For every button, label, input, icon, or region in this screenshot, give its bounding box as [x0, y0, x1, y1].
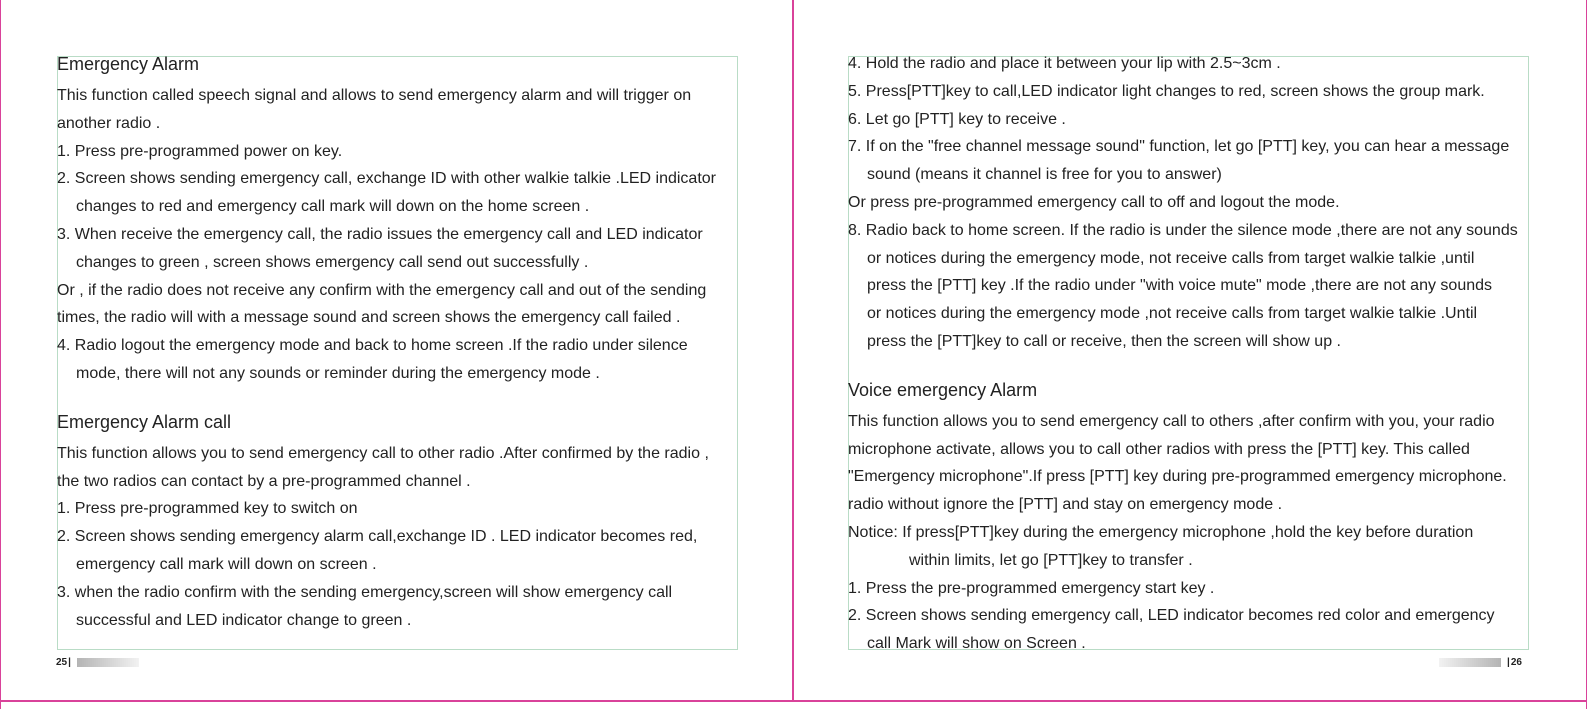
section-heading: Emergency Alarm: [57, 54, 200, 74]
text-line: This function allows you to send emergency call to other radio .After confirmed by the radio ,: [57, 444, 709, 462]
list-item: 1. Press pre-programmed key to switch on: [57, 500, 358, 518]
text-line: times, the radio will with a message sound and screen shows the emergency call failed .: [57, 309, 681, 327]
page-content: [57, 50, 716, 634]
list-item: 1. Press the pre-programmed emergency start key .: [848, 579, 1215, 597]
page-left: [0, 0, 790, 702]
text-line: Or press pre-programmed emergency call to off and logout the mode.: [848, 193, 1340, 211]
list-item: 6. Let go [PTT] key to receive .: [848, 110, 1066, 128]
list-item-continuation: changes to green , screen shows emergency call send out successfully .: [76, 253, 589, 271]
list-item: 2. Screen shows sending emergency call, LED indicator becomes red color and emergency: [848, 607, 1495, 625]
list-item: 8. Radio back to home screen. If the radio is under the silence mode ,there are not any sounds: [848, 221, 1518, 239]
footer-gradient-bar: [1439, 658, 1501, 667]
text-line: another radio .: [57, 114, 161, 132]
page-number: 26: [1510, 657, 1522, 668]
list-item: 1. Press pre-programmed power on key.: [57, 142, 343, 160]
page-right: [794, 0, 1584, 702]
list-item-continuation: changes to red and emergency call mark will down on the home screen .: [76, 198, 590, 216]
text-line: Or , if the radio does not receive any confirm with the emergency call and out of the sending: [57, 281, 707, 299]
list-item: 7. If on the "free channel message sound" function, let go [PTT] key, you can hear a message: [848, 138, 1510, 156]
list-item-continuation: press the [PTT]key to call or receive, then the screen will show up .: [867, 332, 1341, 350]
list-item-continuation: mode, there will not any sounds or reminder during the emergency mode .: [76, 364, 600, 382]
text-line: This function called speech signal and allows to send emergency alarm and will trigger on: [57, 87, 692, 104]
list-item: 2. Screen shows sending emergency call, exchange ID with other walkie talkie .LED indicator: [57, 170, 716, 188]
text-line: This function allows you to send emergency call to others ,after confirm with you, your radio: [848, 412, 1495, 430]
notice-continuation: within limits, let go [PTT]key to transfer .: [909, 551, 1193, 569]
list-item-continuation: press the [PTT] key .If the radio under "with voice mute" mode ,there are not any sounds: [867, 277, 1493, 295]
text-line: radio without ignore the [PTT] and stay on emergency mode .: [848, 496, 1283, 514]
list-item-continuation: or notices during the emergency mode ,not receive calls from target walkie talkie .Until: [867, 305, 1478, 323]
list-item-continuation: call Mark will show on Screen .: [867, 635, 1086, 653]
text-line: "Emergency microphone".If press [PTT] key during pre-programmed emergency microphone.: [848, 468, 1507, 486]
section-heading: Voice emergency Alarm: [848, 379, 1038, 400]
section-heading: Emergency Alarm call: [57, 411, 232, 432]
list-item: 5. Press[PTT]key to call,LED indicator light changes to red, screen shows the group mark.: [848, 82, 1485, 100]
footer-separator: |: [1507, 657, 1510, 668]
notice-line: Notice: If press[PTT]key during the emergency microphone ,hold the key before duration: [848, 523, 1474, 541]
list-item: 4. Radio logout the emergency mode and back to home screen .If the radio under silence: [57, 337, 688, 355]
page-content: [848, 50, 1518, 658]
text-line: the two radios can contact by a pre-programmed channel .: [57, 472, 471, 490]
page-footer: [1439, 657, 1522, 668]
page-number: 25: [56, 657, 68, 668]
list-item-continuation: emergency call mark will down on screen .: [76, 555, 377, 573]
list-item-continuation: or notices during the emergency mode, not receive calls from target walkie talkie ,until: [867, 249, 1475, 267]
page-footer: [56, 657, 139, 668]
list-item: 2. Screen shows sending emergency alarm call,exchange ID . LED indicator becomes red,: [57, 528, 698, 546]
list-item: 3. when the radio confirm with the sending emergency,screen will show emergency call: [57, 583, 673, 601]
text-line: microphone activate, allows you to call other radios with press the [PTT] key. This called: [848, 440, 1470, 458]
list-item-continuation: successful and LED indicator change to green .: [76, 611, 412, 629]
footer-separator: |: [68, 657, 71, 668]
list-item: 3. When receive the emergency call, the radio issues the emergency call and LED indicator: [57, 225, 703, 243]
list-item: 4. Hold the radio and place it between your lip with 2.5~3cm .: [848, 55, 1281, 72]
list-item-continuation: sound (means it channel is free for you to answer): [867, 166, 1222, 184]
footer-gradient-bar: [77, 658, 139, 667]
